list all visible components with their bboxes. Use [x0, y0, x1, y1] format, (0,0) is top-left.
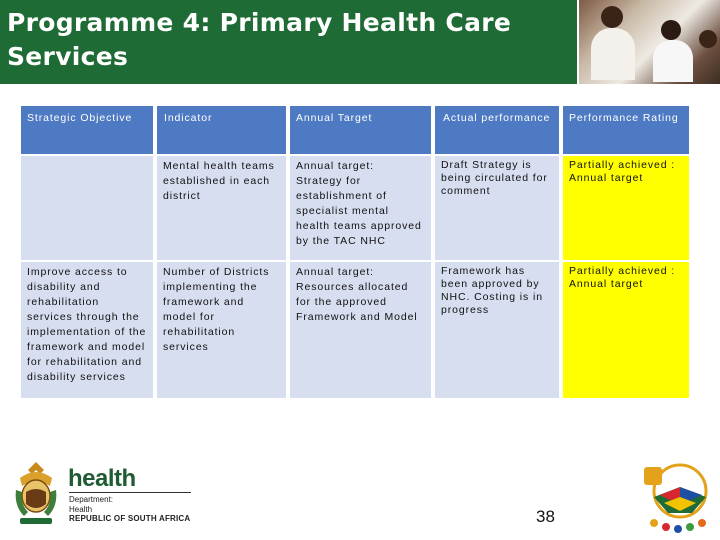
row2-actual: Framework has been approved by NHC. Costing is in progress [435, 262, 559, 398]
header-indicator: Indicator [157, 106, 286, 154]
health-workers-photo-icon [577, 0, 720, 84]
country-label: REPUBLIC OF SOUTH AFRICA [69, 514, 191, 523]
department-label: Department: Health [69, 495, 114, 514]
row1-actual: Draft Strategy is being circulated for comment [435, 156, 559, 260]
header-strategic-objective: Strategic Objective [21, 106, 153, 154]
header-annual-target: Annual Target [290, 106, 431, 154]
page-title: Programme 4: Primary Health Care Services [7, 8, 512, 71]
row1-rating: Partially achieved : Annual target [563, 156, 689, 260]
header-actual-performance: Actual performance [435, 106, 559, 154]
coat-of-arms-icon [10, 460, 62, 530]
header-performance-rating: Performance Rating [563, 106, 689, 154]
health-wordmark: health [68, 465, 136, 492]
page-number: 38 [536, 507, 555, 526]
row2-indicator: Number of Districts implementing the framework and model for rehabilitation services [157, 262, 286, 398]
twenty-years-of-freedom-logo-icon [640, 457, 716, 537]
objective-blank-cell [21, 156, 153, 260]
title-banner [0, 0, 720, 84]
row2-rating: Partially achieved : Annual target [563, 262, 689, 398]
divider [69, 492, 191, 493]
row1-target: Annual target: Strategy for establishment of specialist mental health teams approved by the TAC NHC [290, 156, 431, 260]
row2-target: Annual target: Resources allocated for the approved Framework and Model [290, 262, 431, 398]
row1-indicator: Mental health teams established in each district [157, 156, 286, 260]
objective-cell: Improve access to disability and rehabilitation services through the implementation of the framework and model for rehabilitation and disability services [21, 262, 153, 398]
